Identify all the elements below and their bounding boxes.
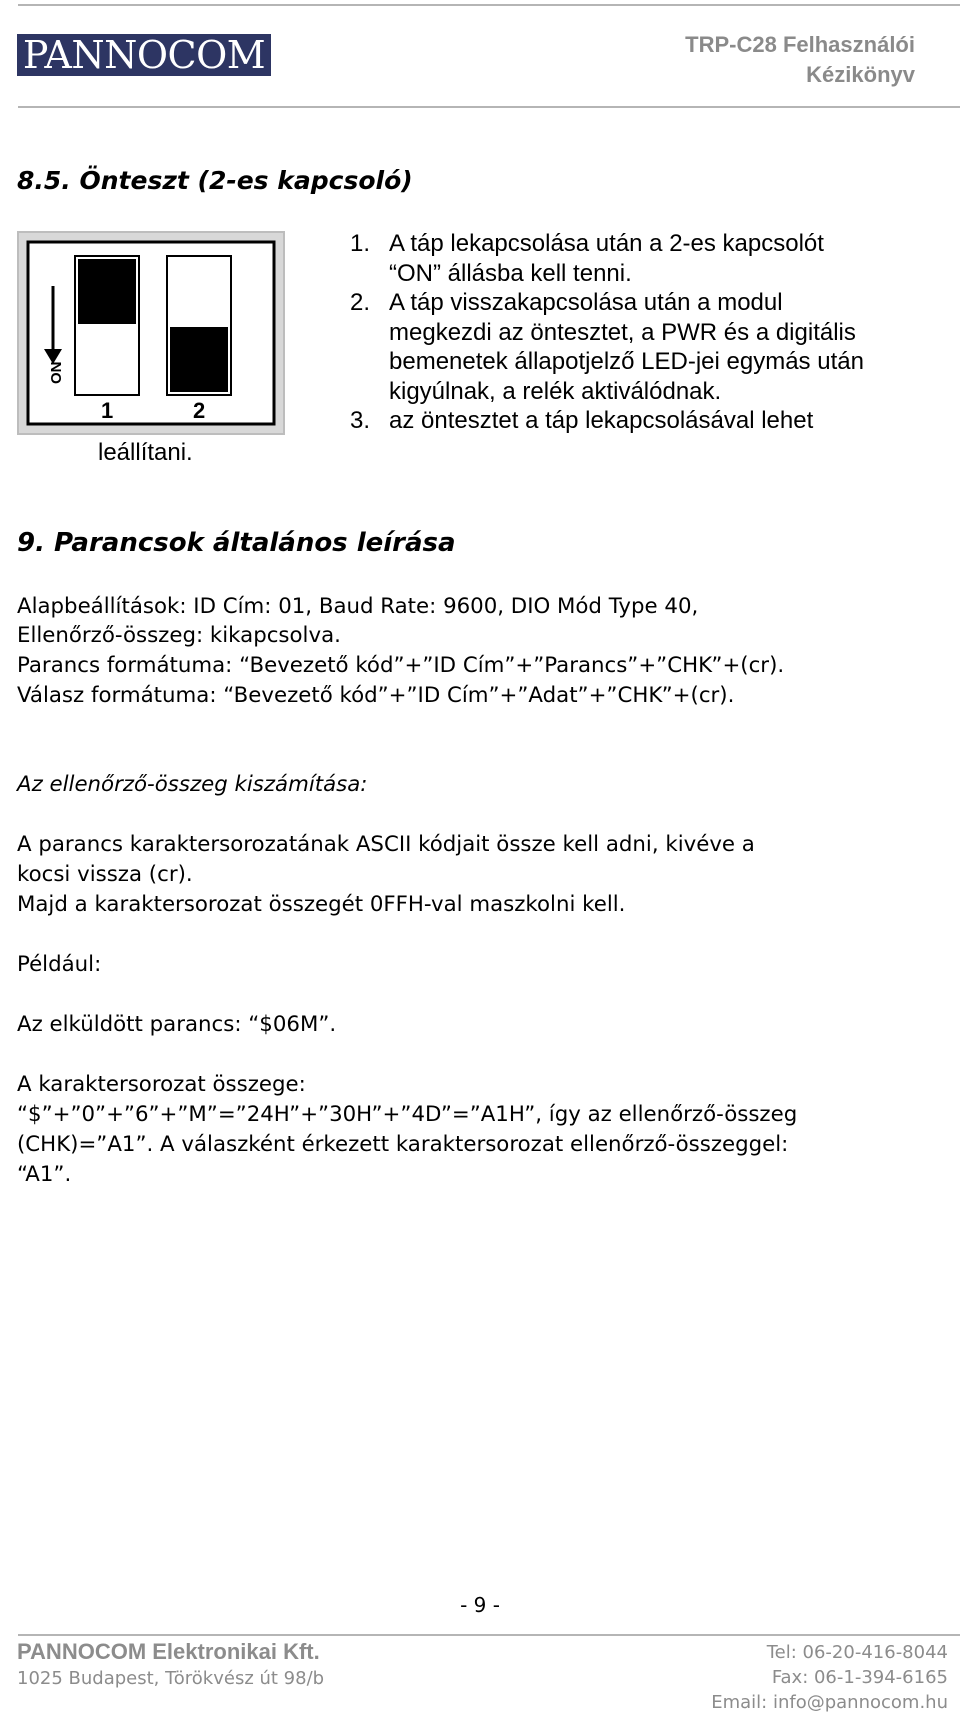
top-rule bbox=[18, 4, 960, 6]
sum-line-3: “A1”. bbox=[17, 1162, 72, 1187]
step-2-line: kigyúlnak, a relék aktiválódnak. bbox=[389, 377, 722, 405]
checksum-line-3: Majd a karaktersorozat összegét 0FFH-val maszkolni kell. bbox=[17, 892, 626, 917]
defaults-line-2: Ellenőrző-összeg: kikapcsolva. bbox=[17, 623, 341, 648]
switch-2-knob bbox=[170, 327, 228, 392]
sum-label: A karaktersorozat összege: bbox=[17, 1072, 306, 1097]
footer-company: PANNOCOM Elektronikai Kft. bbox=[17, 1639, 320, 1664]
header-rule bbox=[18, 106, 960, 108]
step-3-continuation: leállítani. bbox=[98, 439, 193, 466]
footer-fax: Fax: 06-1-394-6165 bbox=[771, 1667, 948, 1688]
switch-2-label: 2 bbox=[193, 398, 206, 423]
dip-switch-figure bbox=[17, 231, 285, 435]
sum-line-1: “$”+”0”+”6”+”M”=”24H”+”30H”+”4D”=”A1H”, így az ellenőrző-összeg bbox=[17, 1102, 798, 1127]
document-title-line2: Kézikönyv bbox=[806, 62, 915, 87]
page-number: - 9 - bbox=[460, 1593, 500, 1617]
switch-1-knob bbox=[78, 259, 136, 324]
footer-email[interactable]: Email: info@pannocom.hu bbox=[711, 1692, 948, 1713]
step-3-number: 3. bbox=[350, 407, 371, 434]
footer-tel: Tel: 06-20-416-8044 bbox=[766, 1642, 948, 1663]
step-1 bbox=[350, 229, 864, 288]
checksum-line-2: kocsi vissza (cr). bbox=[17, 862, 193, 887]
checksum-line-1: A parancs karaktersorozatának ASCII kódjait össze kell adni, kivéve a bbox=[17, 832, 755, 857]
step-1-line: “ON” állásba kell tenni. bbox=[389, 259, 632, 287]
document-title-line1: TRP-C28 Felhasználói bbox=[685, 32, 915, 57]
section-9-heading: 9. Parancsok általános leírása bbox=[17, 528, 456, 558]
step-1-number: 1. bbox=[350, 230, 371, 257]
step-2-line: megkezdi az öntesztet, a PWR és a digitális bbox=[389, 318, 856, 346]
step-2 bbox=[350, 288, 864, 406]
step-1-line: A táp lekapcsolása után a 2-es kapcsolót bbox=[389, 230, 824, 257]
response-format: Válasz formátuma: “Bevezető kód”+”ID Cím”+”Adat”+”CHK”+(cr). bbox=[17, 683, 735, 708]
section-85-heading: 8.5. Önteszt (2-es kapcsoló) bbox=[17, 166, 413, 195]
document-title bbox=[685, 30, 915, 90]
footer-address: 1025 Budapest, Törökvész út 98/b bbox=[17, 1668, 325, 1689]
footer-contact bbox=[711, 1640, 948, 1715]
checksum-heading: Az ellenőrző-összeg kiszámítása: bbox=[17, 772, 368, 797]
step-2-line: bemenetek állapotjelző LED-jei egymás után bbox=[389, 348, 864, 375]
step-2-line: A táp visszakapcsolása után a modul bbox=[389, 289, 783, 316]
self-test-steps bbox=[350, 229, 864, 436]
command-format: Parancs formátuma: “Bevezető kód”+”ID Cím”+”Parancs”+”CHK”+(cr). bbox=[17, 653, 785, 678]
defaults-line-1: Alapbeállítások: ID Cím: 01, Baud Rate: 9600, DIO Mód Type 40, bbox=[17, 594, 699, 619]
pannocom-logo: PANNOCOM bbox=[17, 34, 271, 76]
sum-line-2: (CHK)=”A1”. A válaszként érkezett karaktersorozat ellenőrző-összeggel: bbox=[17, 1132, 789, 1157]
example-label: Például: bbox=[17, 952, 102, 977]
sent-command: Az elküldött parancs: “$06M”. bbox=[17, 1012, 337, 1037]
switch-1-label: 1 bbox=[101, 398, 114, 423]
footer-rule bbox=[18, 1634, 960, 1636]
figure-inner bbox=[28, 242, 274, 424]
step-3-line: az öntesztet a táp lekapcsolásával lehet bbox=[389, 407, 814, 434]
step-2-number: 2. bbox=[350, 289, 371, 316]
step-3 bbox=[350, 406, 864, 436]
on-label: ON bbox=[48, 361, 65, 384]
